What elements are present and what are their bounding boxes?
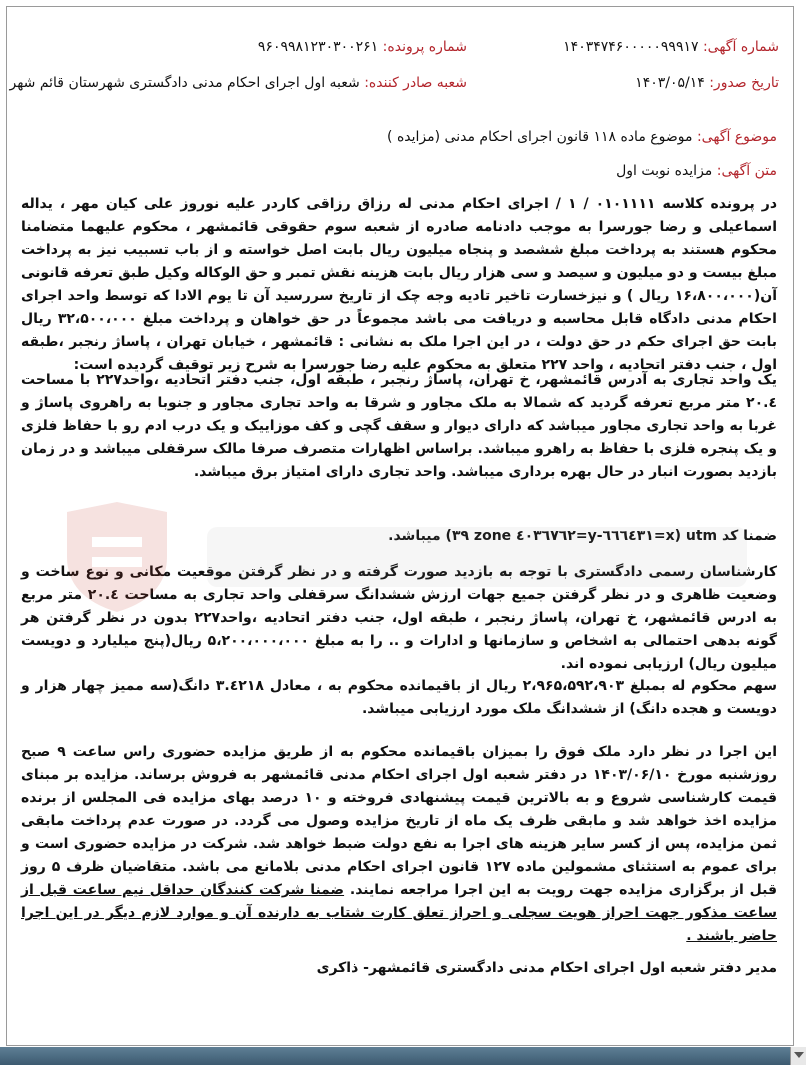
paragraph-appraisal: کارشناسان رسمی دادگستری با توجه به بازدید صورت گرفته و در نظر گرفتن موقعیت مکانی و نوع ساخت و وضعیت ظاهری و در نظر گرفتن جمیع جهات ارزش ششدانگ سرقفلی واحد تجاری به مساحت ۲۰.٤ متر مربع به ادرس قائمشهر، خ تهران، پاساژ رنجبر ، طبقه اول، جنب دفتر اتحادیه ،واحد۲۲۷ بدون در نظر گرفتن هر گونه بدهی احتمالی به اشخاص و سازمانها و ادارات و .. را به مبلغ ۵،۲۰۰،۰۰۰،۰۰۰ ریال(پنج میلیارد و دویست میلیون ریال) ارزیابی نموده اند. bbox=[21, 564, 778, 672]
horizontal-scrollbar[interactable] bbox=[0, 1047, 806, 1065]
case-number-row bbox=[258, 39, 467, 55]
signature-line: مدیر دفتر شعبه اول اجرای احکام مدنی دادگستری قائمشهر- ذاکری bbox=[316, 960, 777, 976]
paragraph-property-description: یک واحد تجاری به آدرس قائمشهر، خ تهران، پاساژ رنجبر ، طبقه اول، جنب دفتر اتحادیه ،واحد۲۲۷ با مساحت ۲۰.٤ متر مربع تعرفه گردید که شمالا به ملک مجاور و شرقا به واحد تجاری مجاور و جنوبا به راهروی پاساژ و غربا به واحد تجاری مجاور میباشد که دارای دیوار و سقف گچی و کف موزاییک و یک درب ادم رو با حفاظ فلزی و یک پنجره فلزی با حفاظ به راهرو میباشد. براساس اظهارات متصرف صرفا مالک سرقفلی میباشد و در زمان بازدید بصورت انبار در حال بهره برداری میباشد. واحد تجاری دارای امتیاز برق میباشد. bbox=[21, 372, 777, 480]
issuer-row bbox=[9, 75, 467, 91]
text-title: مزایده نوبت اول bbox=[616, 163, 713, 179]
case-number-value: ۹۶۰۹۹۸۱۲۳۰۳۰۰۲۶۱ bbox=[257, 39, 379, 55]
paragraph-auction-terms bbox=[21, 741, 777, 948]
ad-number-value: ۱۴۰۳۴۷۴۶۰۰۰۰۰۹۹۹۱۷ bbox=[563, 39, 699, 55]
issuer-label: شعبه صادر کننده: bbox=[364, 75, 467, 91]
subject-value: موضوع ماده ۱۱۸ قانون اجرای احکام مدنی (مزایده ) bbox=[387, 129, 693, 145]
auction-terms-text: این اجرا در نظر دارد ملک فوق را بمیزان باقیمانده محکوم به از طریق مزایده حضوری راس ساعت ۹ صبح روزشنبه مورخ ۱۴۰۳/۰۶/۱۰ در دفتر شعبه اول اجرای احکام مدنی قائمشهر به فروش برساند. مزایده بر مبنای قیمت کارشناسی شروع و به بالاترین قیمت پیشنهادی فروخته و ۱۰ درصد بهای مزایده فی المجلس از برنده مزایده اخذ خواهد شد و مابقی ظرف یک ماه از تاریخ مزایده وصول می گردد. در صورت عدم پرداخت مابقی ثمن مزایده، پس از کسر سایر هزینه های اجرا به نفع دولت ضبط خواهد شد. شرکت در مزایده حضوری است و برای عموم به استثنای مشمولین ماده ۱۲۷ قانون اجرای احکام مدنی بلامانع می باشد. متقاضیان ظرف ۵ روز قبل از برگزاری مزایده جهت رویت به این اجرا مراجعه نمایند. bbox=[21, 744, 777, 898]
paragraph-utm: ضمنا کد utm (x=٦٦٦٤٣١-y=٤٠٣٦٧٦٢ zone ٣٩) میباشد. bbox=[388, 528, 777, 544]
subject-label: موضوع آگهی: bbox=[696, 129, 777, 145]
issue-date-row bbox=[635, 75, 779, 91]
issue-date-value: ۱۴۰۳/۰۵/۱۴ bbox=[635, 75, 705, 91]
document-frame bbox=[6, 6, 794, 1046]
issuer-value: شعبه اول اجرای احکام مدنی دادگستری شهرستان قائم شهر bbox=[9, 75, 360, 91]
paragraph-share: سهم محکوم له بمبلغ ۲،۹۶۵،۵۹۲،۹۰۳ ریال از باقیمانده محکوم به ، معادل ۳.٤۲۱۸ دانگ(سه ممیز چهار هزار و دویست و هجده دانگ) از ششدانگ ملک مورد ارزیابی میباشد. bbox=[21, 678, 777, 717]
case-number-label: شماره پرونده: bbox=[382, 39, 467, 55]
text-header-row bbox=[616, 163, 777, 179]
chevron-down-icon bbox=[794, 1052, 804, 1058]
ad-number-label: شماره آگهی: bbox=[702, 39, 779, 55]
scroll-down-button[interactable] bbox=[790, 1047, 806, 1065]
text-label: متن آگهی: bbox=[716, 163, 777, 179]
issue-date-label: تاریخ صدور: bbox=[709, 75, 779, 91]
paragraph-case-details: در پرونده کلاسه ۰۱۰۱۱۱۱ / ۱ / اجرای احکام مدنی له رزاق رزاقی کاردر علیه نوروز علی کیان مهر ، یداله اسماعیلی و رضا جورسرا به موجب دادنامه صادره از شعبه سوم حقوقی قائمشهر ، محکوم علیهما متضامنا محکوم هستند به پرداخت مبلغ ششصد و پنجاه میلیون ریال بابت اصل خواسته و از باب تسبیب نیز به پرداخت مبلغ بیست و دو میلیون و سیصد و سی هزار ریال بابت هزینه نقش تمبر و حق الوکاله وکیل طبق تعرفه قانونی آن(۱۶،۸۰۰،۰۰۰ ریال ) و نیزخسارت تاخیر تادیه وجه چک از تاریخ سررسید آن تا یوم الادا که توسط واحد اجرای احکام مدنی دادگاه قابل محاسبه و دریافت می باشد مجموعاً در حق خواهان و پرداخت مبلغ ۳۲،۵۰۰،۰۰۰ ریال بابت حق اجرای حکم در حق دولت ، در این اجرا ملک به نشانی : قائمشهر ، خیابان تهران ، پاساژ رنجبر ،طبقه اول ، جنب دفتر اتحادیه ، واحد ۲۲۷ متعلق به محکوم علیه رضا جورسرا به شرح زیر توقیف گردیده است: bbox=[21, 196, 777, 373]
auction-attendance-note: ضمنا شرکت کنندگان حداقل نیم ساعت قبل از ساعت مذکور جهت احراز هویت سجلی و احراز تعلق کارت شتاب به دارنده آن و موارد لازم دیگر در این اجرا حاضر باشند . bbox=[21, 882, 777, 944]
ad-number-row bbox=[563, 39, 779, 55]
subject-row bbox=[387, 129, 777, 145]
